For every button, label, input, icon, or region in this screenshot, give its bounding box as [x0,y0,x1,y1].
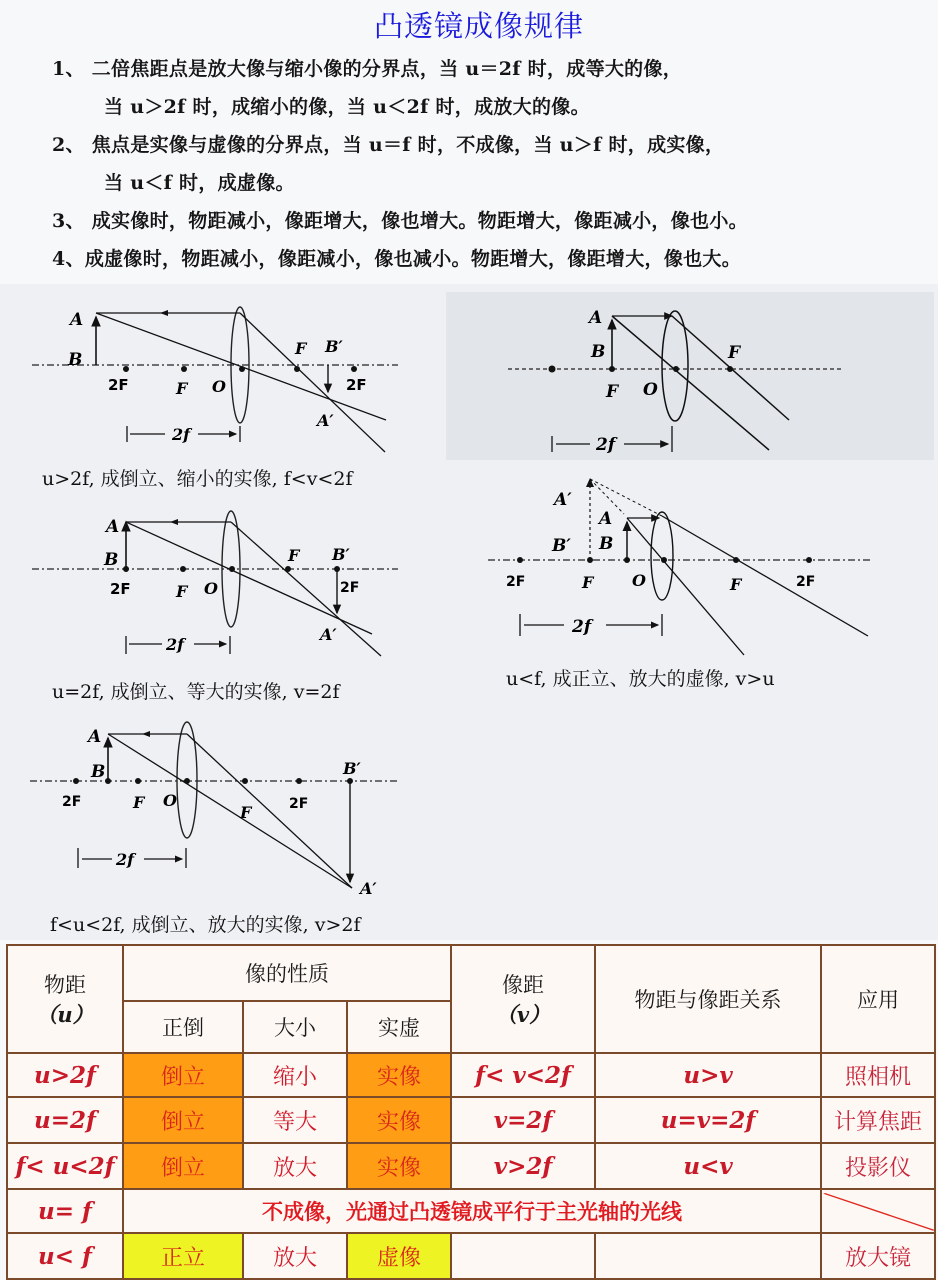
rule-2-line-2: 当 u＜f 时，成虚像。 [104,172,295,194]
header-object-distance-symbol: （u） [36,1002,94,1027]
label-2f-left: 2F [506,574,526,590]
rule-4: 4、成虚像时，物距减小，像距减小，像也减小。物距增大，像距增大，像也大。 [52,248,742,270]
label-2f-right: 2F [796,574,816,590]
label-2f-left: 2F [110,580,131,598]
cell-size: 放大 [243,1143,347,1189]
label-f-left: F [176,379,188,398]
page-title: 凸透镜成像规律 [373,9,584,43]
rule-2-line-1: 2、 焦点是实像与虚像的分界点，当 u＝f 时，不成像，当 u＞f 时，成实像， [52,134,725,156]
label-a-prime: A′ [317,411,334,430]
label-o: O [212,377,226,396]
rule-3: 3、 成实像时，物距减小，像距增大，像也增大。物距增大，像距减小，像也小。 [52,210,748,232]
header-image-distance-label: 像距 [502,973,545,997]
cell-relation [595,1233,821,1279]
imaging-summary-table [6,944,936,1280]
diagram-caption: u>2f, 成倒立、缩小的实像, f<v<2f [42,468,353,490]
header-relation: 物距与像距关系 [595,945,821,1053]
cell-u: u>2f [7,1053,123,1097]
table-row [7,1053,935,1097]
cell-size: 等大 [243,1097,347,1143]
cell-u: u< f [7,1233,123,1279]
header-image-nature: 像的性质 [123,945,451,1001]
cell-type: 实像 [347,1097,451,1143]
cell-no-image-note: 不成像，光通过凸透镜成平行于主光轴的光线 [123,1189,821,1233]
cell-orientation: 倒立 [123,1053,243,1097]
ray-diagram-svg [0,284,440,494]
cell-size: 缩小 [243,1053,347,1097]
label-b-prime: B′ [332,545,350,564]
cell-application: 计算焦距 [821,1097,935,1143]
cell-type: 实像 [347,1143,451,1189]
label-o: O [163,791,177,810]
label-a: A [599,509,613,529]
label-o: O [643,380,658,400]
header-orientation: 正倒 [123,1001,243,1053]
label-a-prime: A′ [360,879,377,898]
label-2f-right: 2F [289,796,309,812]
label-b-prime: B′ [552,536,571,556]
label-b: B [68,350,83,370]
cell-application-empty-diagonal [821,1189,935,1233]
label-a: A [70,310,84,330]
diagram-caption: f<u<2f, 成倒立、放大的实像, v>2f [50,914,361,936]
label-b: B [91,762,106,782]
label-f-left: F [176,582,188,601]
diagram-caption: u<f, 成正立、放大的虚像, v>u [506,668,775,690]
label-2f-left: 2F [62,794,82,810]
label-f-right: F [288,546,300,565]
label-o: O [204,579,218,598]
label-dim: 2f [172,425,191,444]
cell-application: 照相机 [821,1053,935,1097]
label-o: O [632,571,646,590]
header-application: 应用 [821,945,935,1053]
label-f-right: F [728,343,741,363]
table-header-row-1 [7,945,935,1001]
diagram-u-equals-f [446,292,934,460]
cell-orientation: 正立 [123,1233,243,1279]
label-a: A [106,517,120,537]
table-row [7,1233,935,1279]
rule-1-line-1: 1、 二倍焦距点是放大像与缩小像的分界点，当 u＝2f 时，成等大的像， [52,58,683,80]
label-2f-right: 2F [340,580,360,596]
label-b-prime: B′ [343,759,361,778]
diagram-u-less-f [446,470,934,710]
ray-diagram-svg [446,292,934,460]
label-f-right: F [240,803,252,822]
header-image-distance [451,945,595,1053]
label-f-left: F [133,793,145,812]
label-dim: 2f [116,850,135,869]
ray-diagram-svg [0,494,440,704]
header-image-distance-symbol: （v） [495,1002,551,1027]
label-dim: 2f [572,617,592,637]
header-real-virtual: 实虚 [347,1001,451,1053]
header-object-distance-label: 物距 [44,973,86,997]
label-b-prime: B′ [325,337,343,356]
cell-v: v>2f [451,1143,595,1189]
ray-diagrams-panel [0,284,938,940]
cell-size: 放大 [243,1233,347,1279]
label-2f-right: 2F [346,376,367,394]
header-size: 大小 [243,1001,347,1053]
cell-u: f< u<2f [7,1143,123,1189]
label-b: B [591,342,606,362]
diagram-u-equals-2f [0,494,440,704]
ray-diagram-svg [0,704,440,940]
cell-v [451,1233,595,1279]
cell-v: f< v<2f [451,1053,595,1097]
label-b: B [599,534,614,554]
label-f-right: F [295,339,307,358]
diagram-u-greater-2f [0,284,440,494]
label-a: A [88,727,102,747]
cell-application: 投影仪 [821,1143,935,1189]
cell-orientation: 倒立 [123,1097,243,1143]
label-a: A [589,308,603,328]
label-2f-left: 2F [108,376,129,394]
label-f-left: F [582,573,594,592]
cell-relation: u<v [595,1143,821,1189]
cell-relation: u>v [595,1053,821,1097]
label-a-prime: A′ [554,490,572,510]
table-row [7,1189,935,1233]
cell-relation: u=v=2f [595,1097,821,1143]
diagonal-strike-icon [822,1190,934,1232]
cell-type: 虚像 [347,1233,451,1279]
cell-type: 实像 [347,1053,451,1097]
cell-u: u=2f [7,1097,123,1143]
table-row [7,1143,935,1189]
label-b: B [104,550,119,570]
cell-v: v=2f [451,1097,595,1143]
diagram-caption: u=2f, 成倒立、等大的实像, v=2f [52,681,340,703]
header-object-distance [7,945,123,1053]
label-f-right: F [730,575,742,594]
label-a-prime: A′ [320,625,337,644]
label-f-left: F [606,382,619,402]
cell-orientation: 倒立 [123,1143,243,1189]
cell-u: u= f [7,1189,123,1233]
cell-application: 放大镜 [821,1233,935,1279]
label-dim: 2f [166,635,185,654]
label-dim: 2f [596,435,616,455]
rule-1-line-2: 当 u＞2f 时，成缩小的像，当 u＜2f 时，成放大的像。 [104,96,590,118]
diagram-f-less-u-less-2f [0,704,440,940]
table-row [7,1097,935,1143]
